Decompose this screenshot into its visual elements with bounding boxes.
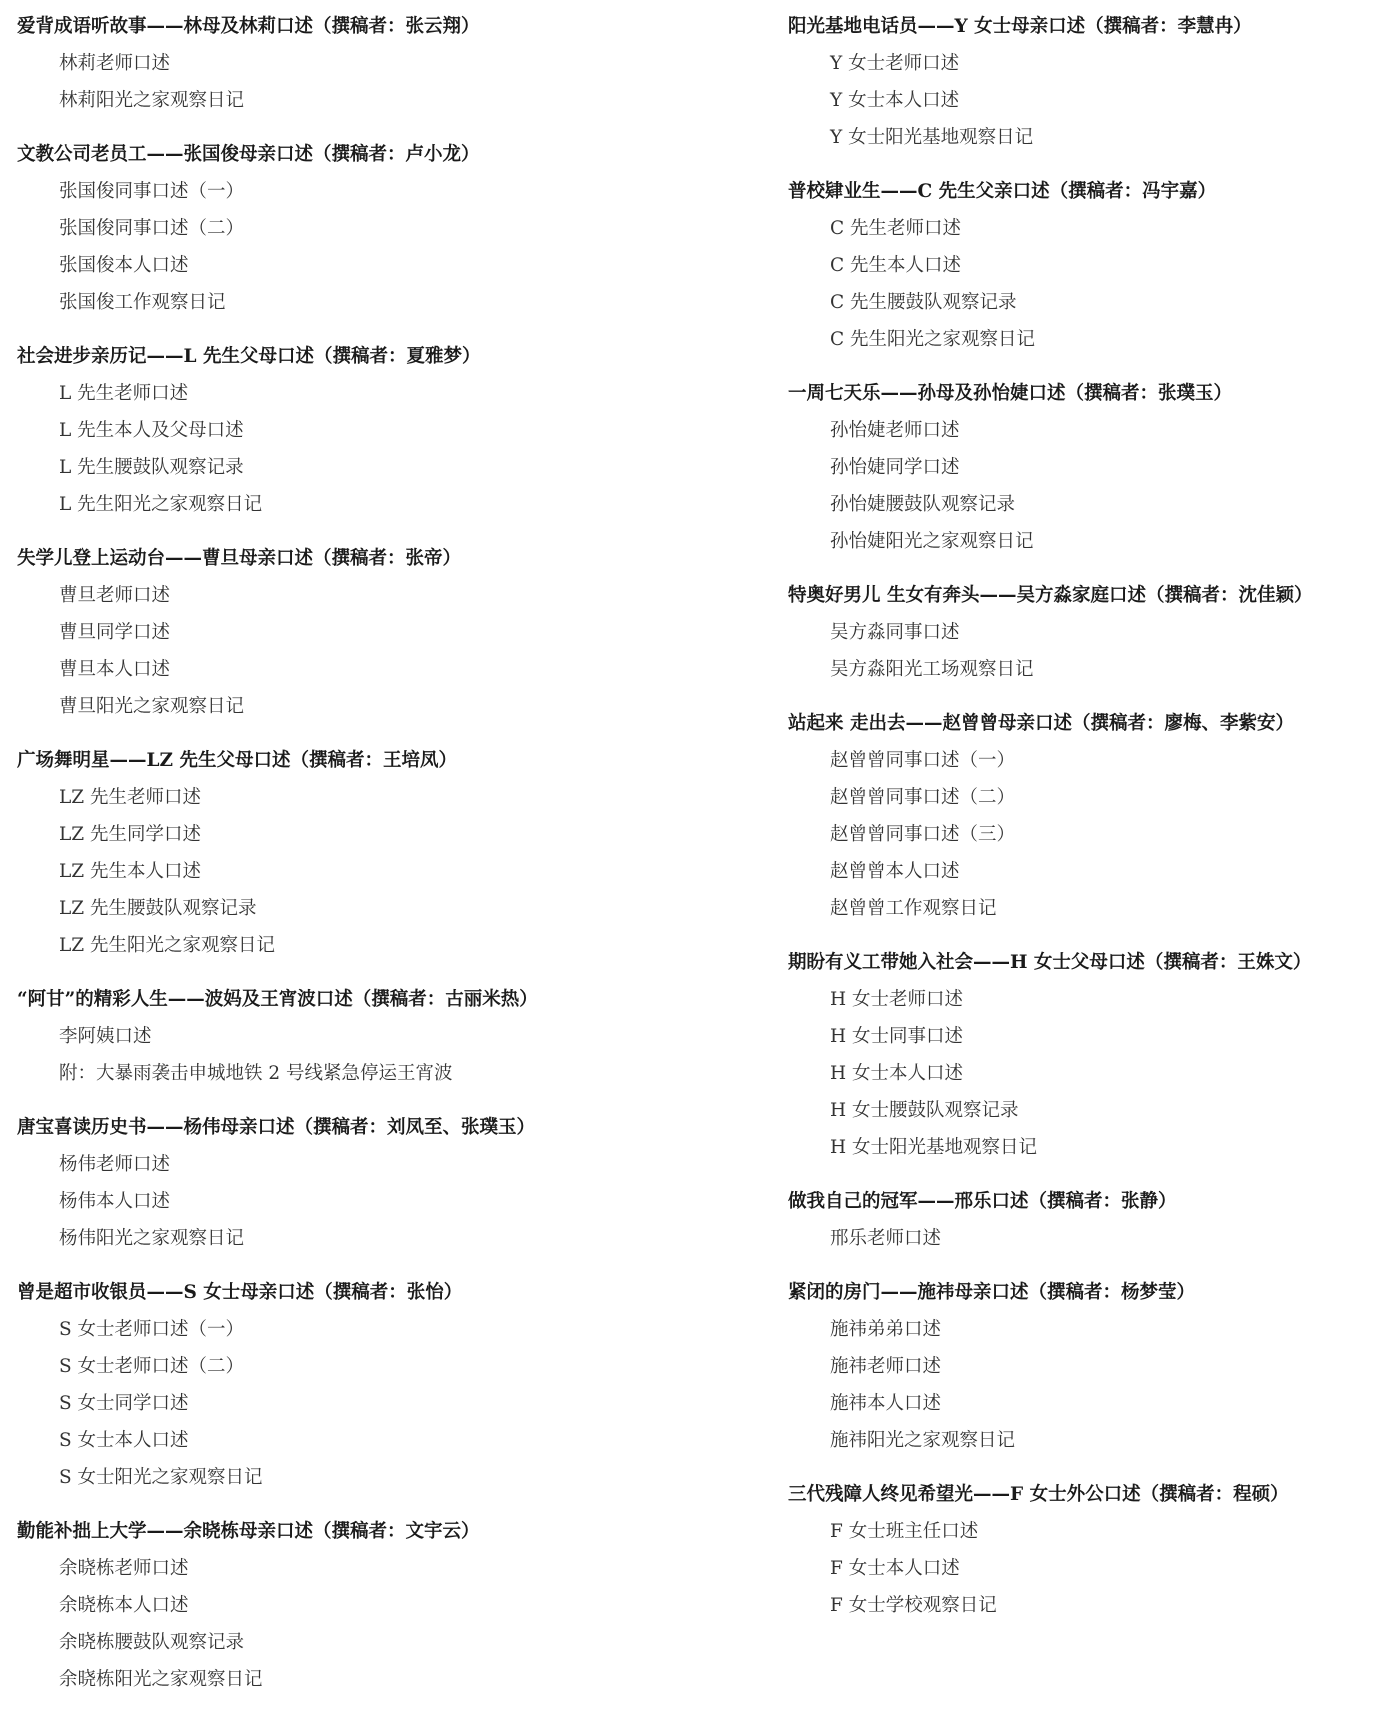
toc-section xyxy=(17,136,757,321)
toc-left-column xyxy=(17,8,757,1715)
toc-entry: Y 女士阳光基地观察日记 xyxy=(830,127,1034,148)
section-title: 勤能补拙上大学——余晓栋母亲口述（撰稿者：文宇云） xyxy=(17,1521,480,1542)
toc-section xyxy=(788,577,1368,688)
toc-section xyxy=(788,173,1368,358)
section-title: 失学儿登上运动台——曹旦母亲口述（撰稿者：张帝） xyxy=(17,548,462,569)
toc-entry: LZ 先生腰鼓队观察记录 xyxy=(59,898,257,919)
toc-entry: LZ 先生阳光之家观察日记 xyxy=(59,935,276,956)
section-title: 紧闭的房门——施祎母亲口述（撰稿者：杨梦莹） xyxy=(788,1282,1196,1303)
toc-entry: L 先生老师口述 xyxy=(59,383,189,404)
toc-entry: C 先生本人口述 xyxy=(830,255,962,276)
toc-entry: 余晓栋老师口述 xyxy=(59,1558,189,1579)
toc-entry: H 女士同事口述 xyxy=(830,1026,964,1047)
toc-entry: 林莉老师口述 xyxy=(59,53,171,74)
toc-entry: S 女士老师口述（二） xyxy=(59,1356,245,1377)
toc-entry: 张国俊同事口述（二） xyxy=(59,218,245,239)
toc-entry: 施祎阳光之家观察日记 xyxy=(830,1430,1016,1451)
toc-entry: LZ 先生老师口述 xyxy=(59,787,202,808)
toc-entry: 赵曾曾同事口述（三） xyxy=(830,824,1016,845)
toc-section xyxy=(788,8,1368,156)
toc-entry: 曹旦老师口述 xyxy=(59,585,171,606)
toc-entry: L 先生阳光之家观察日记 xyxy=(59,494,263,515)
toc-section xyxy=(788,1183,1368,1257)
toc-entry: 杨伟本人口述 xyxy=(59,1191,171,1212)
toc-entry: C 先生腰鼓队观察记录 xyxy=(830,292,1017,313)
toc-entry: 邢乐老师口述 xyxy=(830,1228,942,1249)
toc-entry: H 女士阳光基地观察日记 xyxy=(830,1137,1038,1158)
toc-entry: L 先生腰鼓队观察记录 xyxy=(59,457,244,478)
section-title: 普校肄业生——C 先生父亲口述（撰稿者：冯宇嘉） xyxy=(788,181,1217,202)
toc-entry: 余晓栋本人口述 xyxy=(59,1595,189,1616)
section-title: 社会进步亲历记——L 先生父母口述（撰稿者：夏雅梦） xyxy=(17,346,481,367)
toc-entry: 孙怡婕老师口述 xyxy=(830,420,960,441)
section-title: 唐宝喜读历史书——杨伟母亲口述（撰稿者：刘凤至、张璞玉） xyxy=(17,1117,536,1138)
toc-entry: 吴方淼阳光工场观察日记 xyxy=(830,659,1034,680)
toc-entry: S 女士本人口述 xyxy=(59,1430,189,1451)
toc-entry: Y 女士本人口述 xyxy=(830,90,960,111)
toc-entry: C 先生阳光之家观察日记 xyxy=(830,329,1036,350)
toc-entry: 施祎本人口述 xyxy=(830,1393,942,1414)
section-title: 三代残障人终见希望光——F 女士外公口述（撰稿者：程硕） xyxy=(788,1484,1289,1505)
toc-section xyxy=(17,338,757,523)
toc-entry: 孙怡婕腰鼓队观察记录 xyxy=(830,494,1016,515)
toc-section xyxy=(788,1274,1368,1459)
toc-section xyxy=(17,1513,757,1698)
toc-entry: 曹旦阳光之家观察日记 xyxy=(59,696,245,717)
toc-entry: Y 女士老师口述 xyxy=(830,53,960,74)
toc-entry: 张国俊同事口述（一） xyxy=(59,181,245,202)
toc-section xyxy=(788,944,1368,1166)
toc-right-column xyxy=(788,8,1368,1641)
section-title: “阿甘”的精彩人生——波妈及王宵波口述（撰稿者：古丽米热） xyxy=(17,989,538,1010)
toc-entry: 余晓栋腰鼓队观察记录 xyxy=(59,1632,245,1653)
toc-entry: 施祎老师口述 xyxy=(830,1356,942,1377)
toc-entry: 曹旦同学口述 xyxy=(59,622,171,643)
toc-section xyxy=(17,1274,757,1496)
toc-entry: H 女士腰鼓队观察记录 xyxy=(830,1100,1019,1121)
toc-entry: LZ 先生本人口述 xyxy=(59,861,202,882)
toc-entry: H 女士老师口述 xyxy=(830,989,964,1010)
toc-entry: 张国俊工作观察日记 xyxy=(59,292,226,313)
toc-entry: 赵曾曾同事口述（二） xyxy=(830,787,1016,808)
toc-section xyxy=(17,8,757,119)
toc-entry: F 女士本人口述 xyxy=(830,1558,960,1579)
toc-entry: F 女士班主任口述 xyxy=(830,1521,979,1542)
toc-entry: 赵曾曾本人口述 xyxy=(830,861,960,882)
section-title: 曾是超市收银员——S 女士母亲口述（撰稿者：张怡） xyxy=(17,1282,463,1303)
toc-entry: L 先生本人及父母口述 xyxy=(59,420,244,441)
toc-entry: 孙怡婕同学口述 xyxy=(830,457,960,478)
toc-entry: 曹旦本人口述 xyxy=(59,659,171,680)
toc-entry: 赵曾曾同事口述（一） xyxy=(830,750,1016,771)
toc-entry: 林莉阳光之家观察日记 xyxy=(59,90,245,111)
toc-entry: S 女士老师口述（一） xyxy=(59,1319,245,1340)
toc-entry: 杨伟老师口述 xyxy=(59,1154,171,1175)
toc-entry: 余晓栋阳光之家观察日记 xyxy=(59,1669,263,1690)
toc-entry: S 女士同学口述 xyxy=(59,1393,189,1414)
toc-section xyxy=(17,1109,757,1257)
section-title: 阳光基地电话员——Y 女士母亲口述（撰稿者：李慧冉） xyxy=(788,16,1252,37)
toc-entry: 杨伟阳光之家观察日记 xyxy=(59,1228,245,1249)
toc-entry: LZ 先生同学口述 xyxy=(59,824,202,845)
toc-entry: 附：大暴雨袭击申城地铁 2 号线紧急停运王宵波 xyxy=(59,1063,453,1084)
section-title: 广场舞明星——LZ 先生父母口述（撰稿者：王培凤） xyxy=(17,750,457,771)
section-title: 一周七天乐——孙母及孙怡婕口述（撰稿者：张璞玉） xyxy=(788,383,1233,404)
toc-entry: 孙怡婕阳光之家观察日记 xyxy=(830,531,1034,552)
toc-entry: 李阿姨口述 xyxy=(59,1026,152,1047)
toc-section xyxy=(17,981,757,1092)
toc-section xyxy=(788,375,1368,560)
toc-entry: C 先生老师口述 xyxy=(830,218,962,239)
toc-entry: F 女士学校观察日记 xyxy=(830,1595,997,1616)
toc-entry: 吴方淼同事口述 xyxy=(830,622,960,643)
toc-section xyxy=(788,1476,1368,1624)
section-title: 站起来 走出去——赵曾曾母亲口述（撰稿者：廖梅、李紫安） xyxy=(788,713,1294,734)
toc-entry: S 女士阳光之家观察日记 xyxy=(59,1467,263,1488)
toc-entry: 施祎弟弟口述 xyxy=(830,1319,942,1340)
section-title: 爱背成语听故事——林母及林莉口述（撰稿者：张云翔） xyxy=(17,16,480,37)
toc-entry: H 女士本人口述 xyxy=(830,1063,964,1084)
section-title: 做我自己的冠军——邢乐口述（撰稿者：张静） xyxy=(788,1191,1177,1212)
toc-section xyxy=(17,540,757,725)
toc-entry: 张国俊本人口述 xyxy=(59,255,189,276)
section-title: 期盼有义工带她入社会——H 女士父母口述（撰稿者：王姝文） xyxy=(788,952,1312,973)
toc-entry: 赵曾曾工作观察日记 xyxy=(830,898,997,919)
toc-section xyxy=(17,742,757,964)
toc-section xyxy=(788,705,1368,927)
section-title: 特奥好男儿 生女有奔头——吴方淼家庭口述（撰稿者：沈佳颖） xyxy=(788,585,1313,606)
section-title: 文教公司老员工——张国俊母亲口述（撰稿者：卢小龙） xyxy=(17,144,480,165)
